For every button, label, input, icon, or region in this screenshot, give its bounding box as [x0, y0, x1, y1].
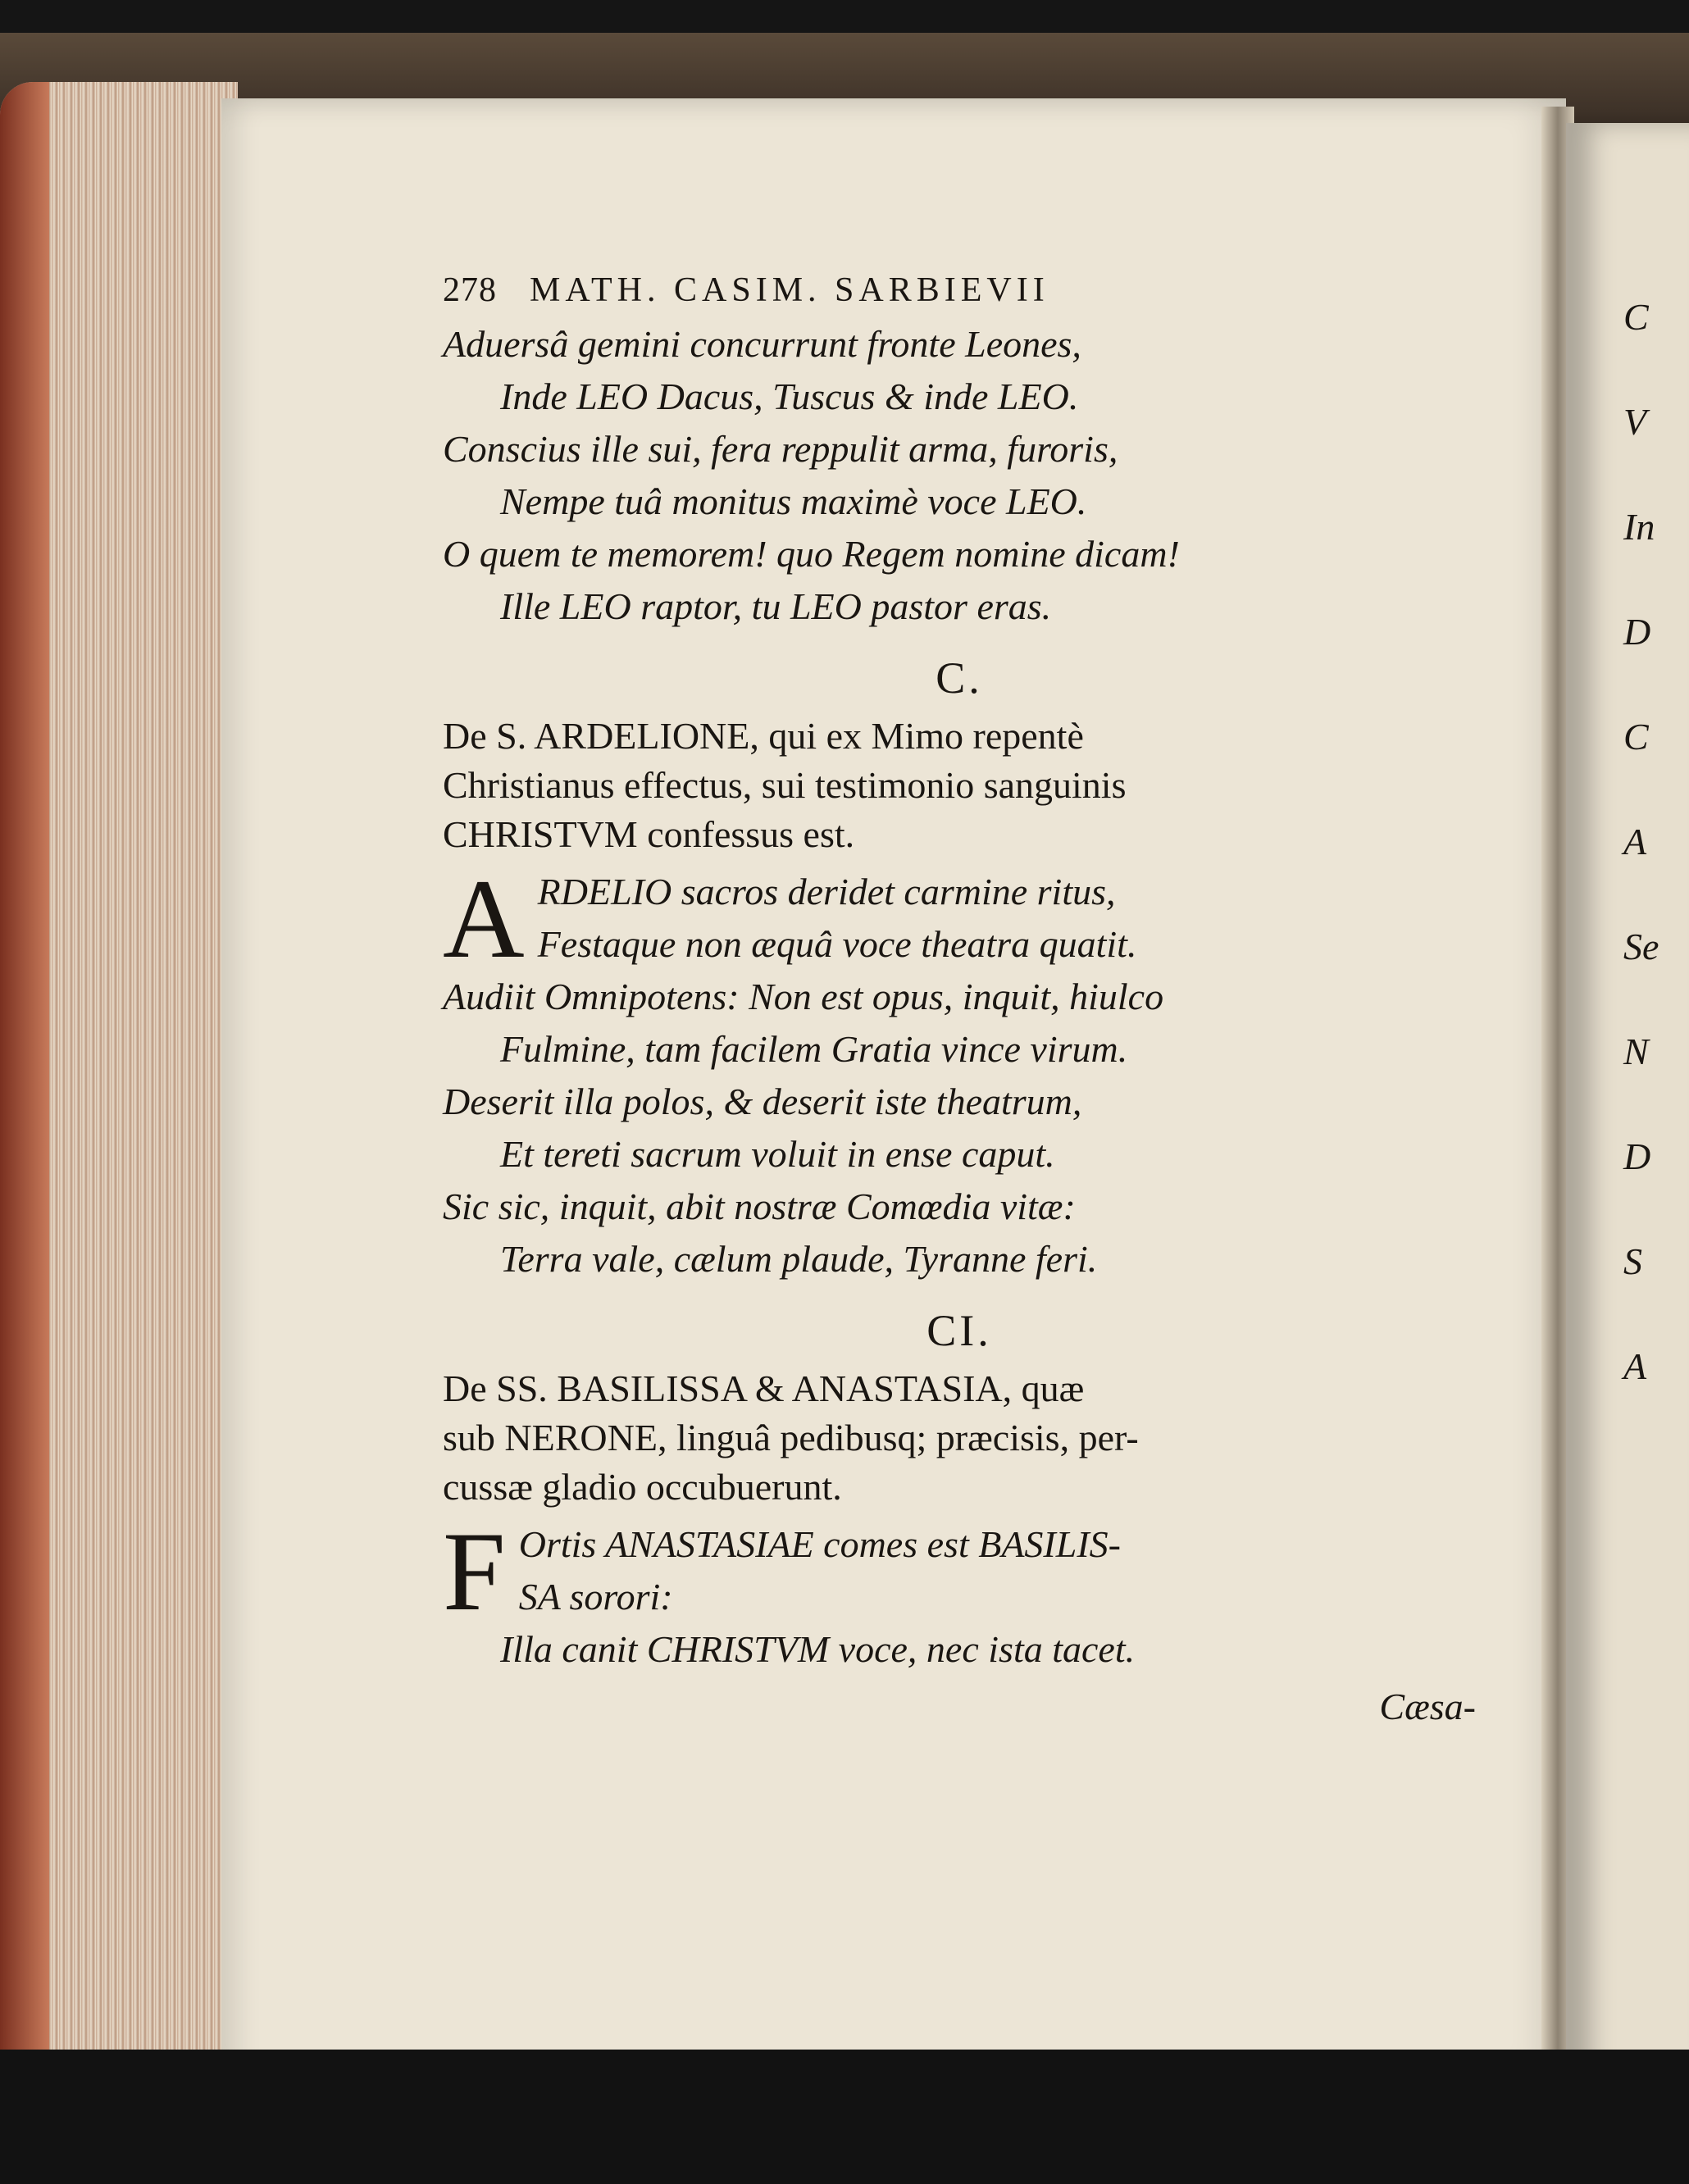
- verse-line: [443, 423, 1476, 475]
- verse-line: [443, 580, 1476, 633]
- facing-page-letter: N: [1623, 1031, 1649, 1072]
- section-title: [443, 1364, 1476, 1512]
- verse-line: [443, 1571, 1476, 1623]
- facing-page-letter: V: [1623, 401, 1647, 443]
- verse-line: [443, 475, 1476, 528]
- page-text: [443, 271, 1476, 1733]
- verse-text: Fulmine, tam facilem Gratia vince virum.: [500, 1028, 1128, 1070]
- title-line: sub NERONE, linguâ pedibusq; præcisis, per-: [443, 1417, 1139, 1458]
- running-head: [443, 271, 1476, 312]
- catchword: Cæsa-: [1379, 1686, 1476, 1727]
- verse-text: SA sorori:: [518, 1576, 673, 1618]
- facing-page-letter: In: [1623, 506, 1655, 548]
- facing-page-fragments: [1623, 295, 1689, 1449]
- drop-cap: F: [443, 1508, 506, 1634]
- facing-page-letter: A: [1623, 821, 1647, 862]
- verse-text: Sic sic, inquit, abit nostræ Comœdia vitæ:: [443, 1185, 1076, 1227]
- section-number: CI.: [926, 1306, 992, 1355]
- facing-page-letter: A: [1623, 1345, 1647, 1387]
- verse-text: Festaque non æquâ voce theatra quatit.: [537, 923, 1137, 965]
- verse-line: [443, 1128, 1476, 1181]
- section-title: [443, 712, 1476, 859]
- verse-text: O quem te memorem! quo Regem nomine dicam!: [443, 533, 1180, 575]
- title-line: cussæ gladio occubuerunt.: [443, 1466, 842, 1508]
- verse-text: Aduersâ gemini concurrunt fronte Leones,: [443, 323, 1081, 365]
- verse-text: Conscius ille sui, fera reppulit arma, furoris,: [443, 428, 1118, 470]
- verse-text: Ille LEO raptor, tu LEO pastor eras.: [500, 585, 1052, 627]
- page-edges: [0, 82, 238, 2115]
- verse-line: [443, 318, 1476, 371]
- facing-page-letter: C: [1623, 716, 1649, 758]
- verse-text: Deserit illa polos, & deserit iste theatrum,: [443, 1081, 1082, 1122]
- verse-line: [443, 918, 1476, 971]
- verse-text: Nempe tuâ monitus maximè voce LEO.: [500, 480, 1087, 522]
- verse-text: Ortis ANASTASIAE comes est BASILIS-: [518, 1523, 1121, 1565]
- running-title: MATH. CASIM. SARBIEVII: [530, 271, 1049, 309]
- verse-line: [443, 1181, 1476, 1233]
- verse-text: Illa canit CHRISTVM voce, nec ista tacet.: [500, 1628, 1136, 1670]
- verse-text: Inde LEO Dacus, Tuscus & inde LEO.: [500, 375, 1079, 417]
- facing-page-letter: D: [1623, 611, 1651, 653]
- verse-text: Terra vale, cælum plaude, Tyranne feri.: [500, 1238, 1098, 1280]
- verse-line: [443, 971, 1476, 1023]
- facing-page-letter: Se: [1623, 926, 1659, 967]
- title-line: De SS. BASILISSA & ANASTASIA, quæ: [443, 1367, 1085, 1409]
- verse-line: [443, 1023, 1476, 1076]
- page-number: 278: [443, 271, 497, 309]
- verse-line: [443, 1623, 1476, 1676]
- poem: [443, 1508, 1476, 1676]
- section-number: C.: [936, 653, 983, 703]
- verse-text: Audiit Omnipotens: Non est opus, inquit, hiulco: [443, 976, 1164, 1017]
- title-line: CHRISTVM confessus est.: [443, 813, 855, 855]
- verse-text: Et tereti sacrum voluit in ense caput.: [500, 1133, 1055, 1175]
- verse-line: [443, 528, 1476, 580]
- verse-line: [443, 371, 1476, 423]
- background: [0, 2050, 1689, 2184]
- poem: [443, 856, 1476, 1285]
- title-line: Christianus effectus, sui testimonio sanguinis: [443, 764, 1127, 806]
- verse-line: [443, 1233, 1476, 1285]
- facing-page-letter: D: [1623, 1135, 1651, 1177]
- poem-top: [443, 318, 1476, 633]
- title-line: De S. ARDELIONE, qui ex Mimo repentè: [443, 715, 1084, 757]
- verse-text: RDELIO sacros deridet carmine ritus,: [537, 871, 1116, 912]
- drop-cap: A: [443, 856, 525, 981]
- facing-page-letter: S: [1623, 1240, 1642, 1282]
- facing-page-letter: C: [1623, 296, 1649, 338]
- verse-line: [443, 1076, 1476, 1128]
